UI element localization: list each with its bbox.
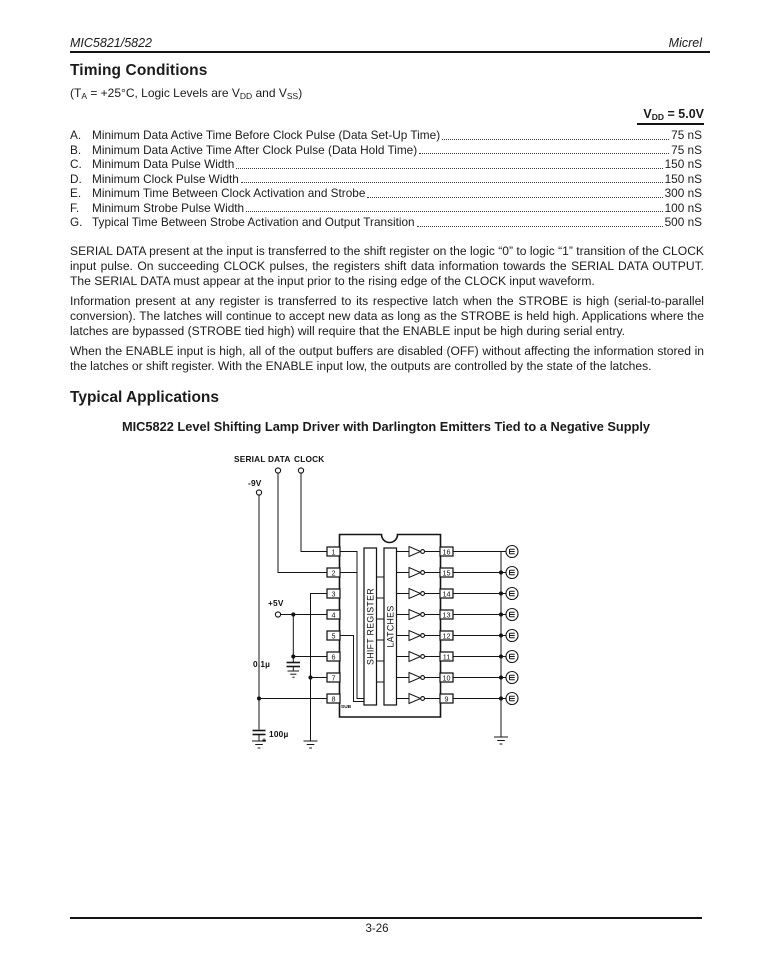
row-letter: C.	[70, 157, 82, 172]
right-pins	[440, 547, 453, 703]
clock-label: CLOCK	[294, 454, 325, 464]
pin-number: 9	[444, 694, 449, 704]
footer-rule	[70, 917, 702, 919]
note-text: (T	[70, 86, 82, 100]
row-text: Minimum Data Pulse Width	[92, 157, 235, 172]
capacitor-100u-label: 100µ	[269, 729, 289, 739]
junction-dot	[308, 675, 312, 679]
junction-dot	[499, 591, 503, 595]
row-letter: F.	[70, 200, 80, 215]
row-value: 75 nS	[671, 142, 702, 157]
pin-number: 5	[331, 631, 336, 641]
note-sub-ss: SS	[286, 91, 299, 101]
page-header	[70, 36, 702, 50]
pin-number: 7	[331, 673, 336, 683]
pin-number: 4	[331, 610, 336, 620]
pin-number: 13	[442, 610, 451, 620]
paragraph-strobe: Information present at any register is transferred to its respective latch when the STROBE is high (serial-to-parallel conversion). The latches will continue to accept new data as long as the STROBE is held high. Applications where the latches are bypassed (STROBE tied high) will require that the ENABLE input be high during serial entry.	[70, 294, 704, 339]
section-title-timing: Timing Conditions	[70, 62, 208, 79]
neg9v-label: -9V	[248, 478, 262, 488]
clock-terminal	[298, 468, 303, 473]
vdd-sub: DD	[651, 112, 665, 122]
dot-leader	[236, 157, 662, 169]
pin-number: 12	[442, 631, 451, 641]
row-value: 100 nS	[664, 200, 702, 215]
junction-dot	[291, 612, 295, 616]
ground-symbol	[494, 737, 508, 744]
dot-leader	[417, 215, 663, 227]
row-text: Minimum Data Active Time After Clock Pulse (Data Hold Time)	[92, 142, 418, 157]
timing-row	[70, 172, 702, 187]
paragraph-serial-data: SERIAL DATA present at the input is transferred to the shift register on the logic “0” to logic “1” transition of the CLOCK input pulse. On succeeding CLOCK pulses, the registers shift data information towards the SERIAL DATA OUTPUT. The SERIAL DATA must appear at the input prior to the rising edge of the CLOCK input waveform.	[70, 244, 704, 289]
row-letter: E.	[70, 186, 82, 201]
vdd-underline	[637, 123, 704, 125]
note-text: = +25°C, Logic Levels are V	[87, 86, 240, 100]
row-value: 150 nS	[664, 171, 702, 186]
pin-number: 14	[442, 589, 451, 599]
capacitor-100u	[253, 731, 266, 735]
note-sub-dd: DD	[239, 91, 253, 101]
timing-row	[70, 201, 702, 216]
row-text: Typical Time Between Strobe Activation and Output Transition	[92, 215, 415, 230]
dot-leader	[367, 186, 662, 198]
junction-dot	[291, 654, 295, 658]
row-value: 75 nS	[671, 128, 702, 142]
timing-spec-list	[70, 128, 702, 230]
row-value: 150 nS	[664, 157, 702, 172]
output-buffers	[409, 547, 425, 704]
plus5v-label: +5V	[268, 598, 284, 608]
junction-dot	[499, 612, 503, 616]
row-letter: G.	[70, 215, 83, 230]
left-pins	[327, 547, 340, 703]
lamp-wiring	[453, 552, 506, 738]
dot-leader	[241, 172, 663, 184]
sub-pin-label: SUB	[341, 705, 352, 710]
row-value: 500 nS	[664, 215, 702, 230]
section-title-applications: Typical Applications	[70, 389, 219, 406]
note-text: and V	[252, 86, 287, 100]
pin-number: 8	[331, 694, 336, 704]
brand-name: Micrel	[668, 36, 702, 50]
pin-number: 15	[442, 568, 451, 578]
dot-leader	[442, 128, 669, 140]
neg9v-terminal	[256, 490, 261, 495]
vdd-condition-label	[70, 107, 704, 122]
junction-dot	[499, 633, 503, 637]
part-number: MIC5821/5822	[70, 36, 153, 50]
timing-row	[70, 143, 702, 158]
row-letter: A.	[70, 128, 82, 142]
junction-dot	[499, 570, 503, 574]
pin-number: 3	[331, 589, 336, 599]
timing-conditions-note	[70, 86, 302, 101]
application-caption: MIC5822 Level Shifting Lamp Driver with Darlington Emitters Tied to a Negative Supply	[121, 419, 651, 434]
row-text: Minimum Clock Pulse Width	[92, 171, 239, 186]
ground-symbol	[304, 741, 318, 748]
row-text: Minimum Time Between Clock Activation and Strobe	[92, 186, 366, 201]
junction-dot	[257, 696, 261, 700]
junction-dot	[499, 696, 503, 700]
header-rule	[70, 51, 710, 53]
junction-dot	[499, 675, 503, 679]
row-text: Minimum Strobe Pulse Width	[92, 200, 245, 215]
pin-number: 10	[442, 673, 451, 683]
pin-number: 16	[442, 547, 451, 557]
timing-row	[70, 186, 702, 201]
capacitor-01u-label: 0.1µ	[253, 659, 271, 669]
capacitor-plus-sign: +	[262, 737, 267, 745]
ground-symbol	[288, 671, 300, 677]
pin-number: 1	[331, 547, 336, 557]
serial-data-terminal	[275, 468, 280, 473]
plus5v-terminal	[275, 612, 280, 617]
pin-number: 6	[331, 652, 336, 662]
timing-row	[70, 128, 702, 143]
junction-dot	[499, 654, 503, 658]
row-text: Minimum Data Active Time Before Clock Pulse (Data Set-Up Time)	[92, 128, 441, 142]
pin-number: 2	[331, 568, 336, 578]
timing-row	[70, 157, 702, 172]
timing-row	[70, 215, 702, 230]
dot-leader	[246, 201, 663, 213]
application-circuit-diagram	[226, 450, 532, 772]
row-value: 300 nS	[664, 186, 702, 201]
vdd-text: = 5.0V	[664, 107, 704, 121]
capacitor-01u	[287, 663, 301, 667]
dot-leader	[419, 143, 669, 155]
latches-label: LATCHES	[385, 605, 396, 648]
row-letter: D.	[70, 171, 82, 186]
paragraph-enable: When the ENABLE input is high, all of the output buffers are disabled (OFF) without affecting the information stored in the latches or shift register. With the ENABLE input low, the outputs are controlled by the state of the latches.	[70, 344, 704, 374]
vdd-text: V	[643, 107, 652, 121]
shift-register-label: SHIFT REGISTER	[365, 588, 376, 665]
page-number: 3-26	[365, 923, 389, 935]
lamp-loads	[506, 546, 518, 705]
note-sub-a: A	[81, 91, 87, 101]
row-letter: B.	[70, 142, 82, 157]
note-text: )	[298, 86, 303, 100]
serial-data-label: SERIAL DATA	[234, 454, 291, 464]
pin-number: 11	[442, 652, 451, 662]
